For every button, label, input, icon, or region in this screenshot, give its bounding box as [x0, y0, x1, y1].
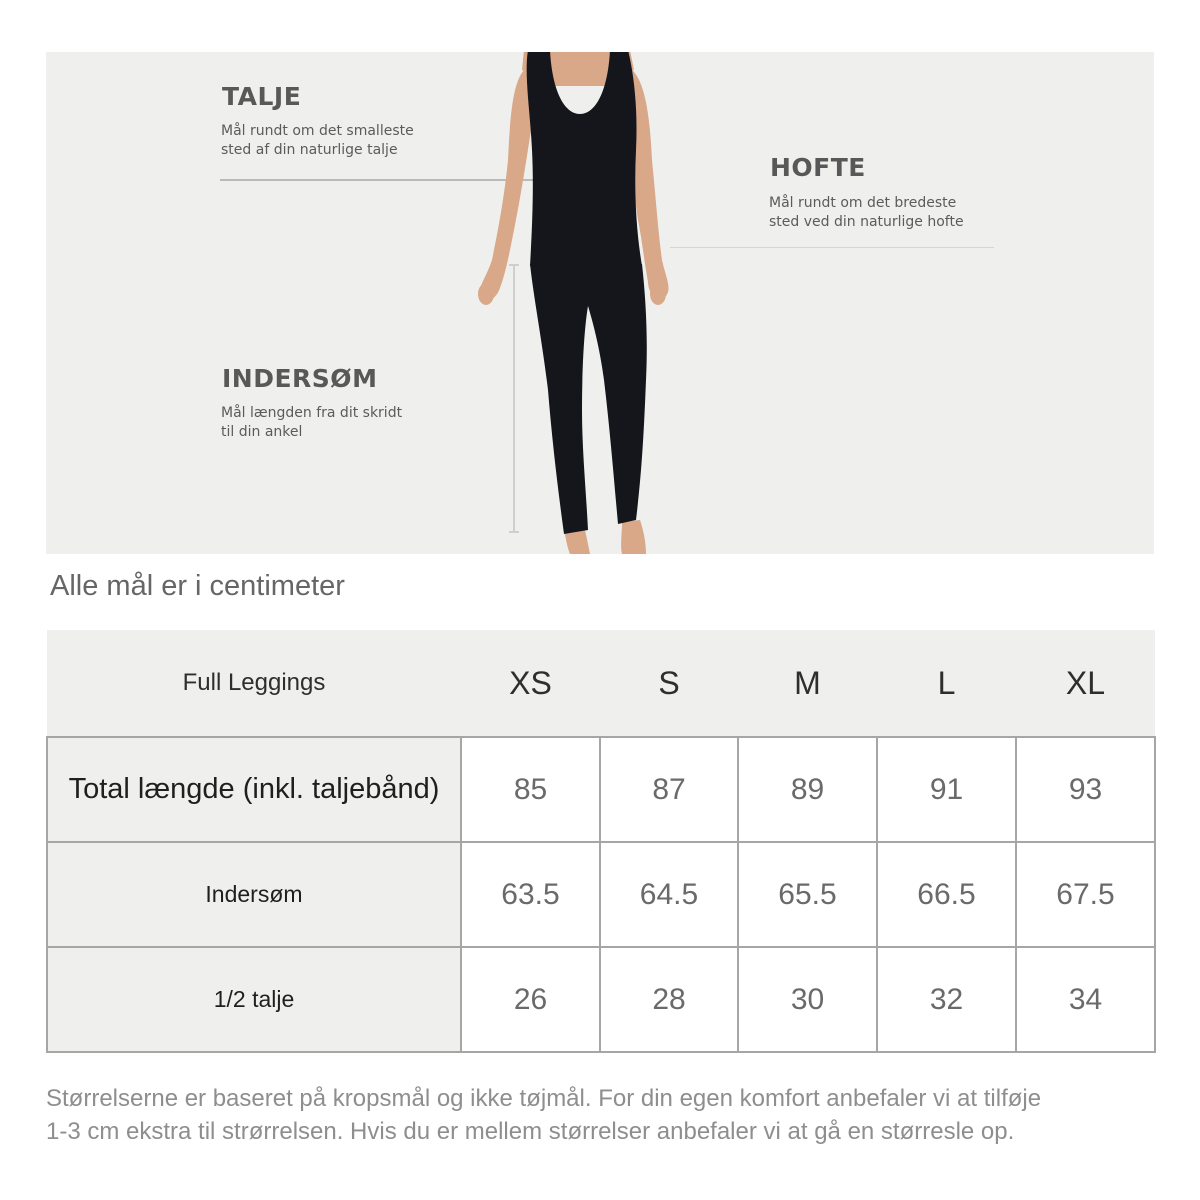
table-cell: 28	[600, 947, 738, 1052]
units-note: Alle mål er i centimeter	[50, 570, 345, 602]
table-cell: 64.5	[600, 842, 738, 947]
table-cell: 67.5	[1016, 842, 1155, 947]
hip-description: Mål rundt om det bredeste sted ved din naturlige hofte	[769, 195, 964, 230]
size-header: XL	[1016, 630, 1155, 737]
size-header: L	[877, 630, 1016, 737]
measurement-guide	[46, 52, 1154, 554]
model-figure-illustration	[472, 52, 702, 554]
table-cell: 66.5	[877, 842, 1016, 947]
table-row	[47, 842, 1155, 947]
row-label: Indersøm	[47, 842, 461, 947]
size-header-row	[47, 630, 1155, 737]
inseam-description: Mål længden fra dit skridt til din ankel	[221, 405, 403, 440]
table-cell: 91	[877, 737, 1016, 842]
sizing-advice-note: Størrelserne er baseret på kropsmål og ikke tøjmål. For din egen komfort anbefaler vi at tilføje 1-3 cm ekstra til strørrelsen. Hvis du er mellem størrelser anbefaler vi at gå en størresle op.	[46, 1085, 1042, 1145]
waist-description: Mål rundt om det smalleste sted af din naturlige talje	[221, 123, 414, 158]
table-row	[47, 947, 1155, 1052]
hip-guide-line	[670, 247, 994, 248]
table-cell: 63.5	[461, 842, 600, 947]
table-cell: 87	[600, 737, 738, 842]
row-label: Total længde (inkl. taljebånd)	[47, 737, 461, 842]
table-cell: 93	[1016, 737, 1155, 842]
table-cell: 85	[461, 737, 600, 842]
table-row	[47, 737, 1155, 842]
table-cell: 26	[461, 947, 600, 1052]
category-header: Full Leggings	[47, 630, 461, 737]
row-label: 1/2 talje	[47, 947, 461, 1052]
waist-title: TALJE	[222, 82, 302, 111]
table-cell: 89	[738, 737, 877, 842]
hip-title: HOFTE	[770, 153, 866, 182]
table-cell: 65.5	[738, 842, 877, 947]
table-cell: 32	[877, 947, 1016, 1052]
table-cell: 30	[738, 947, 877, 1052]
size-table	[46, 630, 1156, 1053]
table-cell: 34	[1016, 947, 1155, 1052]
size-header: M	[738, 630, 877, 737]
size-header: XS	[461, 630, 600, 737]
size-header: S	[600, 630, 738, 737]
inseam-title: INDERSØM	[222, 364, 378, 393]
